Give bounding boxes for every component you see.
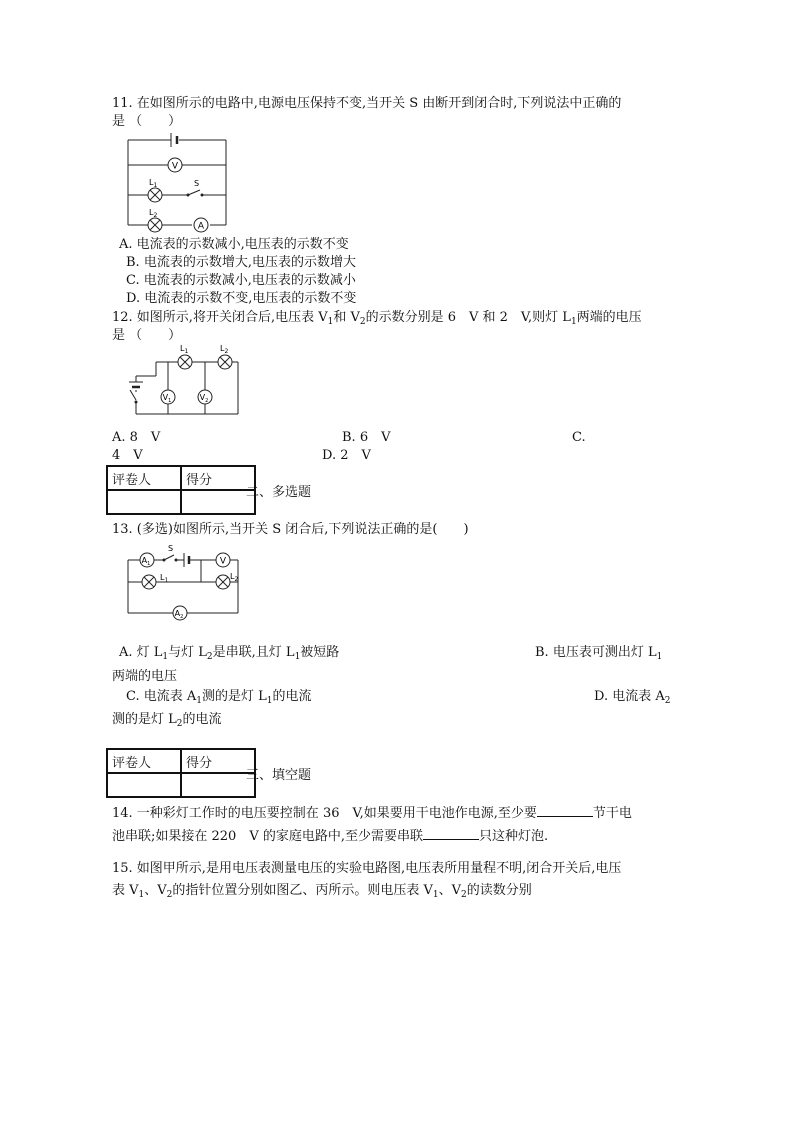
ammeter-a1-icon [140,553,154,567]
grader-score-table [106,465,256,515]
q11-option-d: D. 电流表的示数不变,电压表的示数不变 [126,291,357,306]
q11-stem-line1: 11. 在如图所示的电路中,电源电压保持不变,当开关 S 由断开到闭合时,下列说法中正确的 [112,96,622,111]
q12-option-d: D. 2 V [322,448,371,463]
q14-blank-2[interactable] [423,827,479,840]
ammeter-a2-icon [173,606,187,620]
lamp-l2-icon [148,218,162,232]
svg-text:V: V [219,556,227,567]
switch-icon [187,194,204,197]
q13-option-d: D. 电流表 $A_2$ [594,689,671,706]
q12-stem-line1: 12. 如图所示,将开关闭合后,电压表 $V_1$和 $V_2$的示数分别是 6 V 和 2 V,则灯 $L_1$两端的电压 [112,310,642,327]
lamp-l1-icon [148,188,162,202]
q15-line2: 表 $V_1$、$V_2$的指针位置分别如图乙、丙所示。则电压表 $V_1$、$V_2$的读数分别 [112,883,532,900]
q14-line2: 池串联;如果接在 220 V 的家庭电路中,至少需要串联 只这种灯泡. [112,829,549,844]
q12-option-c: C. [572,430,586,445]
voltmeter-icon [216,553,230,567]
grader-cell [107,490,181,514]
lamp-l1-icon [178,355,192,369]
q12-stem-line2: 是 （ ） [112,328,182,343]
svg-text:L2: $L_2$ [220,344,229,355]
svg-text:S: S [194,179,200,188]
q13-circuit-diagram [118,540,253,620]
grader-label: 评卷人 [107,466,181,490]
q13-stem: 13. (多选)如图所示,当开关 S 闭合后,下列说法正确的是( ) [112,522,469,537]
q11-circuit-diagram [118,130,238,230]
q11-option-c: C. 电流表的示数减小,电压表的示数减小 [126,273,356,288]
q14-line1: 14. 一种彩灯工作时的电压要控制在 36 V,如果要用干电池作电源,至少要 节干电 [112,806,632,821]
svg-text:S: S [168,544,174,553]
q13-option-b-cont: 两端的电压 [112,669,178,684]
q11-stem-line2: 是 （ ） [112,114,182,129]
q12-option-c-value: 4 V [112,448,143,463]
switch-icon [163,559,178,562]
q15-line1: 15. 如图甲所示,是用电压表测量电压的实验电路图,电压表所用量程不明,闭合开关后,电压 [112,861,622,876]
section-title-multi-choice: 二、多选题 [246,485,312,500]
lamp-l2-icon [216,575,230,589]
grader-score-table-2 [106,748,256,798]
q11-option-a: A. 电流表的示数减小,电压表的示数不变 [119,237,349,252]
q12-option-a: A. 8 V [112,430,161,445]
voltmeter-v2-icon [198,390,212,404]
lamp-l1-icon [142,575,156,589]
q14-blank-1[interactable] [537,804,593,817]
grader-label: 评卷人 [107,749,181,773]
lamp-l2-icon [218,355,232,369]
switch-icon [135,401,138,404]
svg-text:L2: $L_2$ [230,572,239,583]
voltmeter-icon [168,158,182,172]
voltmeter-v1-icon [161,390,175,404]
q11-option-b: B. 电流表的示数增大,电压表的示数增大 [126,255,356,270]
score-cell [181,490,255,514]
battery-icon [171,133,177,147]
q12-circuit-diagram [118,342,248,422]
svg-text:L2: $L_2$ [149,208,158,219]
svg-text:L1: $L_1$ [160,573,169,584]
q13-option-b: B. 电压表可测出灯 $L_1$ [535,645,663,662]
svg-text:A2: $A_2$ [174,609,184,620]
q13-option-a: A. 灯 $L_1$与灯 $L_2$是串联,且灯 $L_1$被短路 [119,645,340,662]
score-cell [181,773,255,797]
svg-text:A: A [197,221,205,232]
q13-option-d-cont: 测的是灯 $L_2$的电流 [112,712,222,729]
svg-text:V2: $V_2$ [199,393,209,404]
svg-text:V1: $V_1$ [162,393,172,404]
grader-cell [107,773,181,797]
svg-text:L1: $L_1$ [180,344,189,355]
svg-text:A1: $A_1$ [141,556,151,567]
score-label: 得分 [181,749,255,773]
battery-icon [184,553,189,567]
q13-option-c: C. 电流表 $A_1$测的是灯 $L_1$的电流 [126,689,312,706]
svg-text:L1: $L_1$ [149,178,158,189]
svg-text:V: V [171,161,179,172]
battery-icon [129,382,143,387]
ammeter-icon [194,218,208,232]
q12-option-b: B. 6 V [342,430,391,445]
score-label: 得分 [181,466,255,490]
section-title-fill-blank: 三、填空题 [246,768,312,783]
